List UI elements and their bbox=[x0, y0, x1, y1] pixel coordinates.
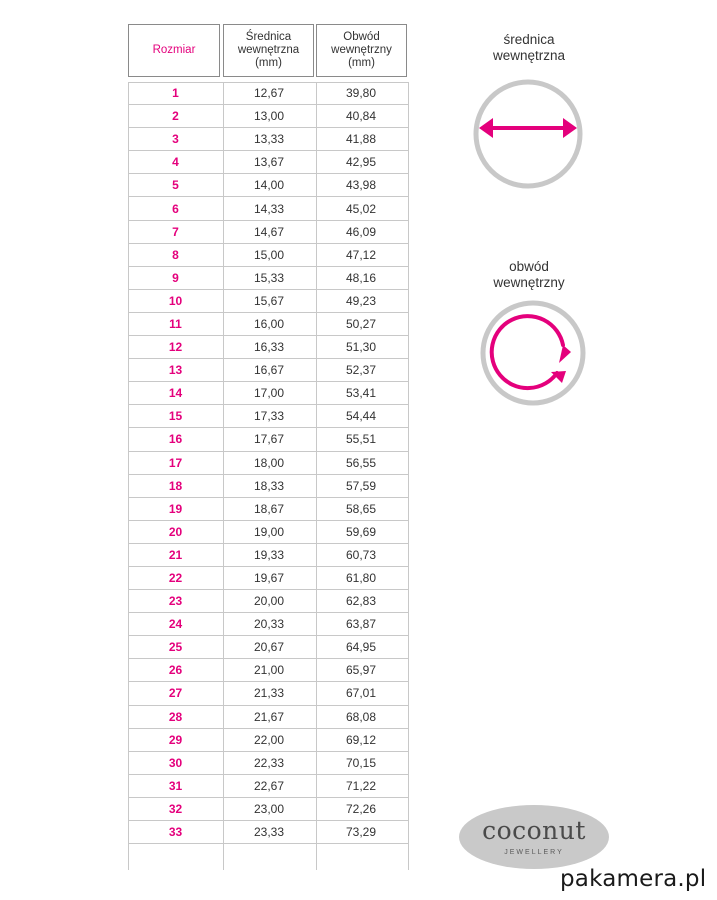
circumference-cell: 57,59 bbox=[345, 478, 377, 493]
diameter-cell: 16,67 bbox=[253, 363, 285, 378]
size-cell: 28 bbox=[168, 709, 183, 724]
size-cell: 25 bbox=[168, 640, 183, 655]
circumference-cell: 56,55 bbox=[345, 455, 377, 470]
circumference-cell: 70,15 bbox=[345, 755, 377, 770]
table-row bbox=[128, 313, 409, 336]
table-row bbox=[128, 590, 409, 613]
size-cell: 11 bbox=[169, 316, 182, 331]
circumference-cell: 45,02 bbox=[345, 201, 377, 216]
size-cell: 12 bbox=[168, 340, 183, 355]
size-cell: 8 bbox=[172, 247, 179, 262]
diameter-label: średnica wewnętrzna bbox=[492, 32, 566, 63]
table-row bbox=[128, 151, 409, 174]
size-cell: 16 bbox=[168, 432, 183, 447]
size-cell: 21 bbox=[168, 547, 183, 562]
circumference-cell: 50,27 bbox=[345, 316, 377, 331]
size-cell: 18 bbox=[168, 478, 183, 493]
diameter-cell: 19,33 bbox=[253, 547, 285, 562]
diameter-cell: 17,00 bbox=[253, 386, 285, 401]
table-row bbox=[128, 428, 409, 451]
diameter-cell: 14,33 bbox=[253, 201, 285, 216]
diameter-cell: 21,33 bbox=[253, 686, 285, 701]
diameter-cell: 15,33 bbox=[253, 270, 285, 285]
circumference-label: obwód wewnętrzny bbox=[493, 259, 565, 290]
circumference-cell: 71,22 bbox=[345, 778, 377, 793]
circumference-cell: 67,01 bbox=[345, 686, 377, 701]
table-row bbox=[128, 682, 409, 705]
table-row bbox=[128, 405, 409, 428]
circumference-cell: 65,97 bbox=[345, 663, 377, 678]
size-cell: 20 bbox=[168, 524, 183, 539]
circumference-cell: 59,69 bbox=[345, 524, 377, 539]
circular-arrow-icon bbox=[479, 299, 587, 407]
table-row bbox=[128, 659, 409, 682]
size-cell: 15 bbox=[168, 409, 183, 424]
size-cell: 31 bbox=[168, 778, 183, 793]
table-row bbox=[128, 636, 409, 659]
size-cell: 27 bbox=[168, 686, 183, 701]
circumference-cell: 43,98 bbox=[345, 178, 377, 193]
table-row bbox=[128, 128, 409, 151]
diameter-cell: 18,67 bbox=[253, 501, 285, 516]
size-cell: 24 bbox=[168, 617, 183, 632]
diameter-cell: 12,67 bbox=[253, 86, 285, 101]
size-cell: 22 bbox=[168, 571, 183, 586]
table-row bbox=[128, 798, 409, 821]
size-cell: 14 bbox=[168, 386, 183, 401]
diameter-cell: 16,00 bbox=[253, 316, 285, 331]
diameter-cell: 20,00 bbox=[253, 594, 285, 609]
table-row bbox=[128, 613, 409, 636]
diameter-cell: 22,67 bbox=[253, 778, 285, 793]
diameter-cell: 17,33 bbox=[253, 409, 285, 424]
table-row bbox=[128, 452, 409, 475]
table-row bbox=[128, 82, 409, 105]
table-row bbox=[128, 821, 409, 844]
circumference-cell: 64,95 bbox=[345, 640, 377, 655]
size-cell: 26 bbox=[168, 663, 183, 678]
table-row bbox=[128, 290, 409, 313]
table-row bbox=[128, 197, 409, 220]
size-cell: 3 bbox=[172, 132, 179, 147]
header-diameter: Średnica wewnętrzna (mm) bbox=[223, 24, 314, 77]
circumference-cell: 61,80 bbox=[345, 571, 377, 586]
size-cell: 2 bbox=[172, 109, 179, 124]
diameter-cell: 14,67 bbox=[253, 224, 285, 239]
diameter-cell: 21,67 bbox=[253, 709, 285, 724]
double-arrow-icon bbox=[472, 78, 584, 190]
circumference-cell: 55,51 bbox=[345, 432, 377, 447]
circumference-cell: 42,95 bbox=[345, 155, 377, 170]
circumference-cell: 52,37 bbox=[345, 363, 377, 378]
table-row bbox=[128, 567, 409, 590]
diameter-cell: 20,33 bbox=[253, 617, 285, 632]
circumference-cell: 49,23 bbox=[345, 293, 377, 308]
circumference-cell: 46,09 bbox=[345, 224, 377, 239]
circumference-cell: 40,84 bbox=[345, 109, 377, 124]
table-row bbox=[128, 521, 409, 544]
diameter-cell: 22,33 bbox=[253, 755, 285, 770]
diameter-cell: 22,00 bbox=[253, 732, 285, 747]
diameter-cell: 23,00 bbox=[253, 801, 285, 816]
circumference-cell: 73,29 bbox=[345, 825, 377, 840]
table-row bbox=[128, 752, 409, 775]
table-row bbox=[128, 359, 409, 382]
diameter-cell: 20,67 bbox=[253, 640, 285, 655]
diameter-cell: 13,33 bbox=[253, 132, 285, 147]
circumference-cell: 39,80 bbox=[345, 86, 377, 101]
circumference-cell: 63,87 bbox=[345, 617, 377, 632]
table-row bbox=[128, 382, 409, 405]
header-size: Rozmiar bbox=[128, 24, 220, 77]
size-cell: 10 bbox=[168, 293, 183, 308]
size-cell: 6 bbox=[172, 201, 179, 216]
size-cell: 7 bbox=[172, 224, 179, 239]
size-cell: 32 bbox=[168, 801, 183, 816]
diameter-cell: 21,00 bbox=[253, 663, 285, 678]
circumference-cell: 60,73 bbox=[345, 547, 377, 562]
size-cell: 4 bbox=[172, 155, 179, 170]
circumference-cell: 48,16 bbox=[345, 270, 377, 285]
table-row bbox=[128, 105, 409, 128]
logo-subtitle: JEWELLERY bbox=[504, 849, 564, 856]
circumference-cell: 58,65 bbox=[345, 501, 377, 516]
size-cell: 19 bbox=[168, 501, 183, 516]
diameter-cell: 19,00 bbox=[253, 524, 285, 539]
size-cell: 5 bbox=[172, 178, 179, 193]
table-row bbox=[128, 498, 409, 521]
size-cell: 1 bbox=[172, 86, 179, 101]
table-row bbox=[128, 475, 409, 498]
diameter-cell: 16,33 bbox=[253, 340, 285, 355]
diameter-cell: 18,00 bbox=[253, 455, 285, 470]
table-row bbox=[128, 174, 409, 197]
size-cell: 9 bbox=[172, 270, 179, 285]
diameter-cell: 15,67 bbox=[253, 293, 285, 308]
circumference-cell: 41,88 bbox=[345, 132, 377, 147]
diameter-cell: 18,33 bbox=[253, 478, 285, 493]
logo-name: coconut bbox=[482, 816, 586, 845]
header-circumference: Obwód wewnętrzny (mm) bbox=[316, 24, 407, 77]
table-row bbox=[128, 706, 409, 729]
size-table bbox=[128, 82, 409, 844]
size-cell: 30 bbox=[168, 755, 183, 770]
table-row bbox=[128, 244, 409, 267]
diameter-cell: 23,33 bbox=[253, 825, 285, 840]
diameter-cell: 17,67 bbox=[253, 432, 285, 447]
diameter-cell: 15,00 bbox=[253, 247, 285, 262]
circumference-cell: 51,30 bbox=[345, 340, 377, 355]
watermark: pakamera.pl bbox=[560, 866, 707, 892]
size-cell: 29 bbox=[168, 732, 183, 747]
table-row bbox=[128, 221, 409, 244]
table-row bbox=[128, 775, 409, 798]
diameter-cell: 13,67 bbox=[253, 155, 285, 170]
circumference-cell: 47,12 bbox=[345, 247, 377, 262]
circumference-cell: 72,26 bbox=[345, 801, 377, 816]
table-row bbox=[128, 336, 409, 359]
circumference-cell: 53,41 bbox=[345, 386, 377, 401]
table-row bbox=[128, 544, 409, 567]
brand-logo bbox=[458, 804, 610, 870]
size-cell: 33 bbox=[168, 825, 183, 840]
table-row bbox=[128, 267, 409, 290]
circumference-cell: 69,12 bbox=[345, 732, 377, 747]
circumference-cell: 62,83 bbox=[345, 594, 377, 609]
diameter-cell: 13,00 bbox=[253, 109, 285, 124]
circumference-cell: 54,44 bbox=[345, 409, 377, 424]
circumference-cell: 68,08 bbox=[345, 709, 377, 724]
diameter-cell: 14,00 bbox=[253, 178, 285, 193]
diameter-cell: 19,67 bbox=[253, 571, 285, 586]
size-cell: 17 bbox=[168, 455, 183, 470]
size-cell: 23 bbox=[168, 594, 183, 609]
table-row bbox=[128, 729, 409, 752]
size-cell: 13 bbox=[168, 363, 183, 378]
